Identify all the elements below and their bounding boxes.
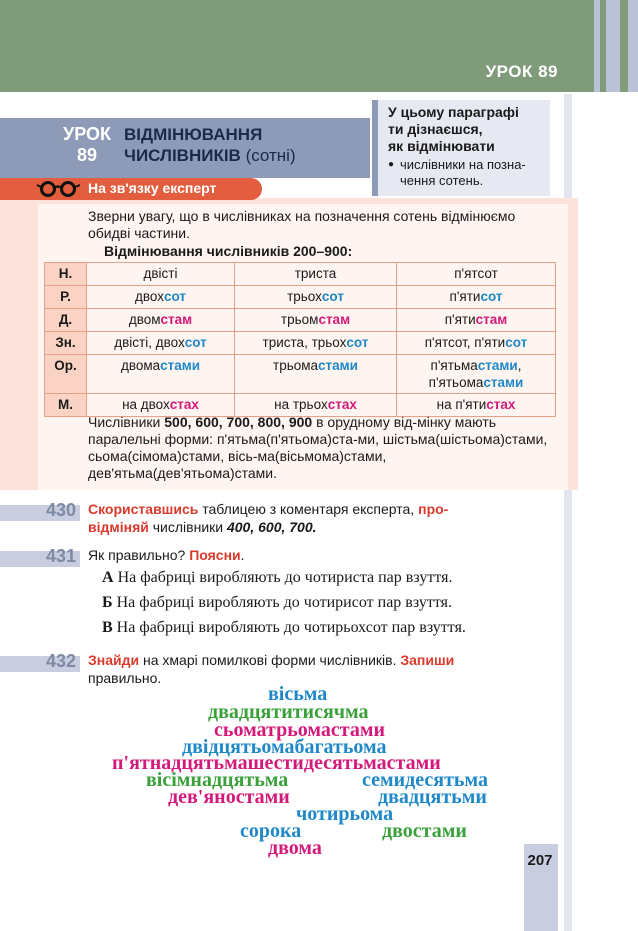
- table-cell: [397, 309, 556, 332]
- stem: п'ятьма: [430, 358, 478, 373]
- exercise-number-432: 432: [46, 651, 77, 671]
- exercise-number-430: 430: [46, 500, 77, 520]
- running-header: УРОК 89: [485, 62, 558, 81]
- stem: п'яти: [449, 289, 481, 304]
- table-cell: [397, 355, 556, 394]
- option-c: [102, 619, 466, 637]
- ending: стами: [477, 358, 518, 373]
- decor-stripe: [594, 0, 600, 92]
- stem: ,: [517, 358, 522, 373]
- kw-pro: про-: [418, 501, 449, 517]
- page-number: 207: [527, 852, 553, 869]
- kw-poyasny: Поясни: [189, 547, 241, 563]
- goals-item-line-1: числівники на позна-: [400, 157, 526, 172]
- ending: сот: [480, 289, 503, 304]
- ending: стах: [486, 397, 516, 412]
- cloud-word: двома: [268, 837, 322, 859]
- title-small: (сотні): [245, 146, 296, 165]
- stem: трьом: [280, 312, 319, 327]
- case-label: Зн.: [45, 332, 87, 355]
- table-cell: [87, 309, 235, 332]
- cloud-word: вісьма: [268, 683, 328, 705]
- lesson-word: УРОК: [63, 124, 111, 144]
- cloud-word: вісімнадцятьма: [146, 769, 289, 791]
- ending: стах: [169, 397, 199, 412]
- case-label: Д.: [45, 309, 87, 332]
- title-line-1: ВІДМІНЮВАННЯ: [124, 125, 263, 144]
- goals-head-1: У цьому параграфі: [388, 104, 519, 120]
- stem: п'ятсот, п'яти: [424, 335, 506, 350]
- expert-paragraph: [88, 414, 558, 482]
- table-cell: [87, 355, 235, 394]
- ending: сот: [163, 289, 187, 304]
- lesson-number: 89: [76, 145, 98, 165]
- table-cell: [397, 286, 556, 309]
- ending: стах: [327, 397, 357, 412]
- stem: п'яти: [444, 312, 476, 327]
- cloud-word: сорока: [240, 820, 302, 842]
- stem: трьох: [287, 289, 322, 304]
- cloud-word: семидесятьма: [362, 769, 488, 791]
- expert-label: На зв'язку експерт: [88, 180, 217, 196]
- stem: на трьох: [274, 397, 328, 412]
- ending: стами: [318, 358, 358, 373]
- decor-stripe: [606, 0, 620, 92]
- decor-stripe: [628, 0, 638, 92]
- cloud-word: двадцятитисячма: [208, 701, 369, 723]
- stem: на п'яти: [436, 397, 487, 412]
- ex430-text-2: числівники: [148, 519, 227, 535]
- stem: триста, трьох: [262, 335, 347, 350]
- table-cell: [87, 286, 235, 309]
- stem: п'ятьома: [428, 375, 484, 390]
- ending: сот: [346, 335, 369, 350]
- ending: стам: [318, 312, 351, 327]
- table-cell: [397, 332, 556, 355]
- cloud-word: п'ятнадцятьмашестидесятьмастами: [112, 752, 441, 774]
- stem: двох: [134, 289, 164, 304]
- exercise-432-text: [88, 651, 548, 687]
- exercise-number-431: 431: [46, 546, 77, 566]
- cloud-word: чотирьома: [296, 803, 394, 825]
- ending: стам: [475, 312, 508, 327]
- cloud-word: сьоматрьомастами: [214, 719, 386, 741]
- ex430-text-1: таблицею з коментаря експерта,: [198, 501, 419, 517]
- goals-item-line-2: чення сотень.: [400, 173, 484, 188]
- ending: стам: [160, 312, 193, 327]
- stem: п'ятсот: [454, 266, 498, 281]
- ending: стами: [160, 358, 201, 373]
- lesson-goals-box: [372, 100, 550, 196]
- table-title: Відмінювання числівників 200–900:: [104, 243, 353, 259]
- paragraph-numbers: 500, 600, 700, 800, 900: [164, 414, 313, 430]
- title-line-2-text: ЧИСЛІВНИКІВ: [124, 146, 241, 165]
- stem: двом: [128, 312, 161, 327]
- table-cell: [235, 332, 397, 355]
- cloud-word: двостами: [382, 820, 467, 842]
- page-title: [124, 124, 296, 166]
- table-row: [45, 263, 556, 286]
- table-cell: [235, 263, 397, 286]
- exercise-431-text: [88, 546, 245, 564]
- title-line-2: [124, 145, 296, 166]
- cloud-word: двадцятьми: [378, 786, 487, 808]
- option-b-text: На фабриці виробляють до чотирисот пар взуття.: [112, 594, 452, 611]
- stem: двісті, двох: [114, 335, 185, 350]
- case-label: М.: [45, 394, 87, 417]
- stem: двома: [120, 358, 161, 373]
- ex431-text-2: .: [240, 547, 245, 563]
- declension-table: [44, 262, 556, 417]
- table-cell: [235, 286, 397, 309]
- exercise-430-text: [88, 500, 548, 536]
- glasses-icon: [36, 181, 84, 197]
- table-row: [45, 332, 556, 355]
- table-cell: [87, 332, 235, 355]
- table-cell: [235, 355, 397, 394]
- option-a: [102, 569, 452, 587]
- table-row: [45, 286, 556, 309]
- table-cell: [235, 309, 397, 332]
- option-a-text: На фабриці виробляють до чотириста пар взуття.: [113, 569, 453, 586]
- case-label: Р.: [45, 286, 87, 309]
- cloud-word: двідцятьомабагатьома: [182, 736, 387, 758]
- lesson-badge: [58, 118, 116, 178]
- option-c-letter: В: [102, 619, 113, 636]
- ending: сот: [321, 289, 344, 304]
- goals-item: [388, 157, 542, 189]
- kw-skorystavshys: Скориставшись: [88, 501, 199, 517]
- ending: стами: [483, 375, 524, 390]
- expert-intro: Зверни увагу, що в числівниках на позначення сотень відмінюємо обидві частини.: [88, 208, 516, 241]
- table-row: [45, 309, 556, 332]
- goals-head-3: як відмінювати: [388, 138, 495, 154]
- option-c-text: На фабриці виробляють до чотирьохсот пар взуття.: [112, 619, 466, 636]
- option-b: [102, 594, 452, 612]
- table-row: [45, 355, 556, 394]
- cloud-word: дев'яностами: [168, 786, 290, 808]
- table-cell: [397, 263, 556, 286]
- stem: триста: [294, 266, 337, 281]
- table-cell: [87, 263, 235, 286]
- kw-zapyshy: Запиши: [400, 652, 455, 668]
- kw-vidminyai: відміняй: [88, 519, 149, 535]
- case-label: Н.: [45, 263, 87, 286]
- ex430-numbers: 400, 600, 700.: [226, 519, 317, 535]
- option-a-letter: А: [102, 569, 114, 586]
- stem: на двох: [122, 397, 170, 412]
- paragraph-part-1: Числівники: [88, 414, 165, 430]
- option-b-letter: Б: [102, 594, 113, 611]
- ex432-text-1: на хмарі помилкові форми числівників.: [139, 652, 401, 668]
- goals-head-2: ти дізнаєшся,: [388, 121, 483, 137]
- ex431-text-1: Як правильно?: [88, 547, 190, 563]
- kw-znaidy: Знайди: [88, 652, 140, 668]
- paragraph-part-2: в орудному від-мінку мають паралельні форми: п'ятьма(п'ятьома)ста-ми, шістьма(шістьома)стами, сьома(сімома)стами, вісь-ма(вісьмома)стами, дев'ятьма(дев'ятьома)стами.: [88, 414, 548, 481]
- ending: сот: [184, 335, 207, 350]
- stem: двісті: [143, 266, 178, 281]
- ending: сот: [505, 335, 528, 350]
- stem: трьома: [273, 358, 319, 373]
- ex432-text-2: правильно.: [88, 670, 162, 686]
- case-label: Ор.: [45, 355, 87, 394]
